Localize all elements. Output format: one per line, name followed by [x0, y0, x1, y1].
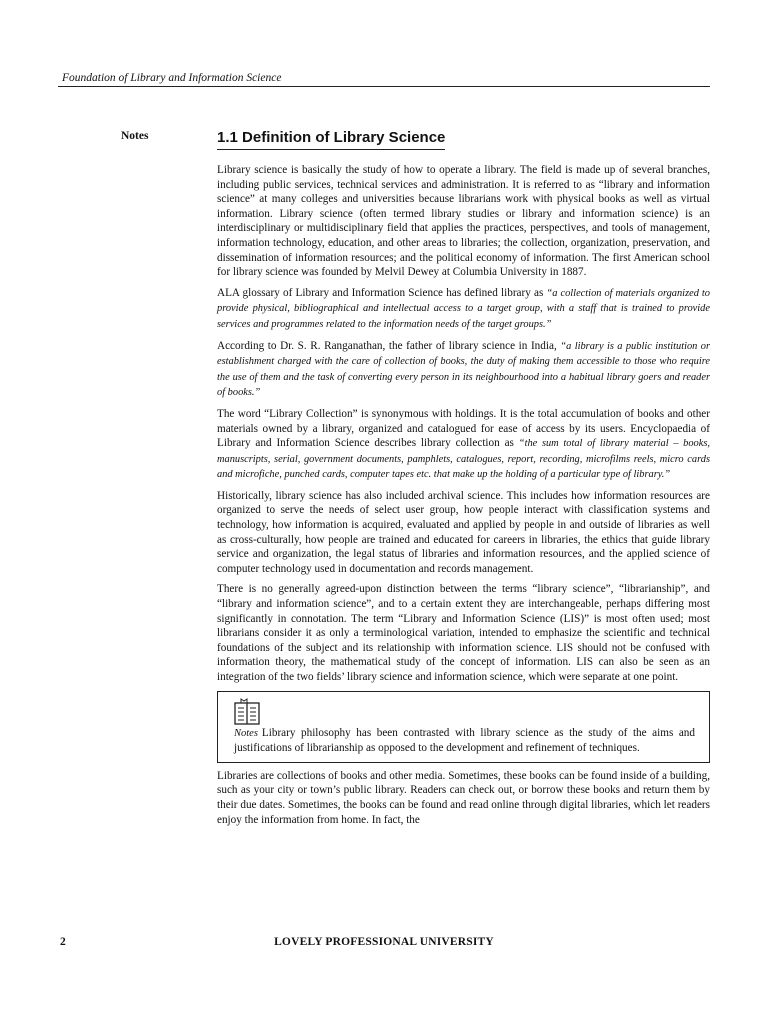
paragraph: [217, 407, 710, 483]
quote: “a collection of materials organized to provide physical, bibliographical and intellectual access to a target group, with a staff that is trained to provide services and programmes related to the information needs of the target groups.”: [217, 287, 710, 330]
footer-university: LOVELY PROFESSIONAL UNIVERSITY: [274, 936, 494, 948]
running-header: Foundation of Library and Information Science: [62, 72, 282, 84]
paragraph: Library science is basically the study of how to operate a library. The field is made up of several branches, including public services, technical services and administration. It is referred to as “library and information science” at many colleges and universities because librarians work with physical books as well as virtual information. Library science (often termed library studies or library and information science) is an interdisciplinary or multidisciplinary field that applies the practices, perspectives, and tools of management, information technology, education, and other areas to libraries; the collection, organization, preservation, and dissemination of information resources; and the political economy of information. The first American school for library science was founded by Melvil Dewey at Columbia University in 1887.: [217, 164, 710, 279]
quote: “a library is a public institution or establishment charged with the care of collection of books, the duty of making them accessible to those who require the use of them and the task of converting every person in its neighbourhood into a habitual library goers and reader of books.”: [217, 340, 711, 399]
paragraph-text: According to Dr. S. R. Ranganathan, the father of library science in India,: [217, 339, 561, 352]
paragraph: Libraries are collections of books and other media. Sometimes, these books can be found inside of a building, such as your city or town’s public library. Readers can check out, or borrow these books and return them by their due dates. Sometimes, the books can be found and read online through digital libraries, which let readers enjoy the information from home. In fact, the: [217, 769, 710, 826]
paragraph: There is no generally agreed-upon distinction between the terms “library science”, “librarianship”, and “library and information science”, and to a certain extent they are interchangeable, perhaps differing most significantly in connotation. The term “Library and Information Science (LIS)” is most often used; most librarians consider it as only a terminological variation, intended to emphasize the scientific and technical foundations of the subject and its relationship with information science. LIS should not be confused with information theory, the mathematical study of the concept of information. LIS can also be seen as an integration of the two fields’ library science and information science, which were separate at one point.: [217, 583, 710, 683]
section-title: 1.1 Definition of Library Science: [217, 129, 445, 150]
paragraph: [217, 339, 710, 401]
paragraph: [217, 286, 710, 333]
note-text: Library philosophy has been contrasted with library science as the study of the aims and justifications of librarianship as opposed to the development and refinement of techniques.: [234, 726, 695, 755]
note-label: Notes: [234, 727, 258, 739]
paragraph: Historically, library science has also included archival science. This includes how information resources are organized to serve the needs of select user group, how people interact with classification systems and technology, how information is acquired, evaluated and applied by people in and outside of libraries as well as cross-culturally, how people are trained and educated for careers in libraries, the ethics that guide library service and organization, the legal status of libraries and information resources, and the applied science of computer technology used in documentation and records management.: [217, 489, 710, 575]
paragraph-text: The word “Library Collection” is synonymous with holdings. It is the total accumulation of books and other materials owned by a library, organized and catalogued for ease of access by its users. Encyclopaedia of Library and Information Science describes library collection as: [217, 407, 710, 450]
quote: “the sum total of library material – books, manuscripts, serial, government documents, pamphlets, catalogues, report, recording, microfilms reels, micro cards and microfiche, punched cards, computer tapes etc. that make up the holding of a particular type of library.”: [217, 438, 710, 481]
notes-book-icon: [234, 698, 260, 726]
note-box: [217, 691, 710, 763]
paragraph-text: ALA glossary of Library and Information Science has defined library as: [217, 286, 547, 299]
header-rule: [58, 86, 710, 87]
page-number: 2: [60, 936, 66, 948]
body-column: [217, 163, 710, 833]
margin-notes-label: Notes: [121, 130, 149, 142]
